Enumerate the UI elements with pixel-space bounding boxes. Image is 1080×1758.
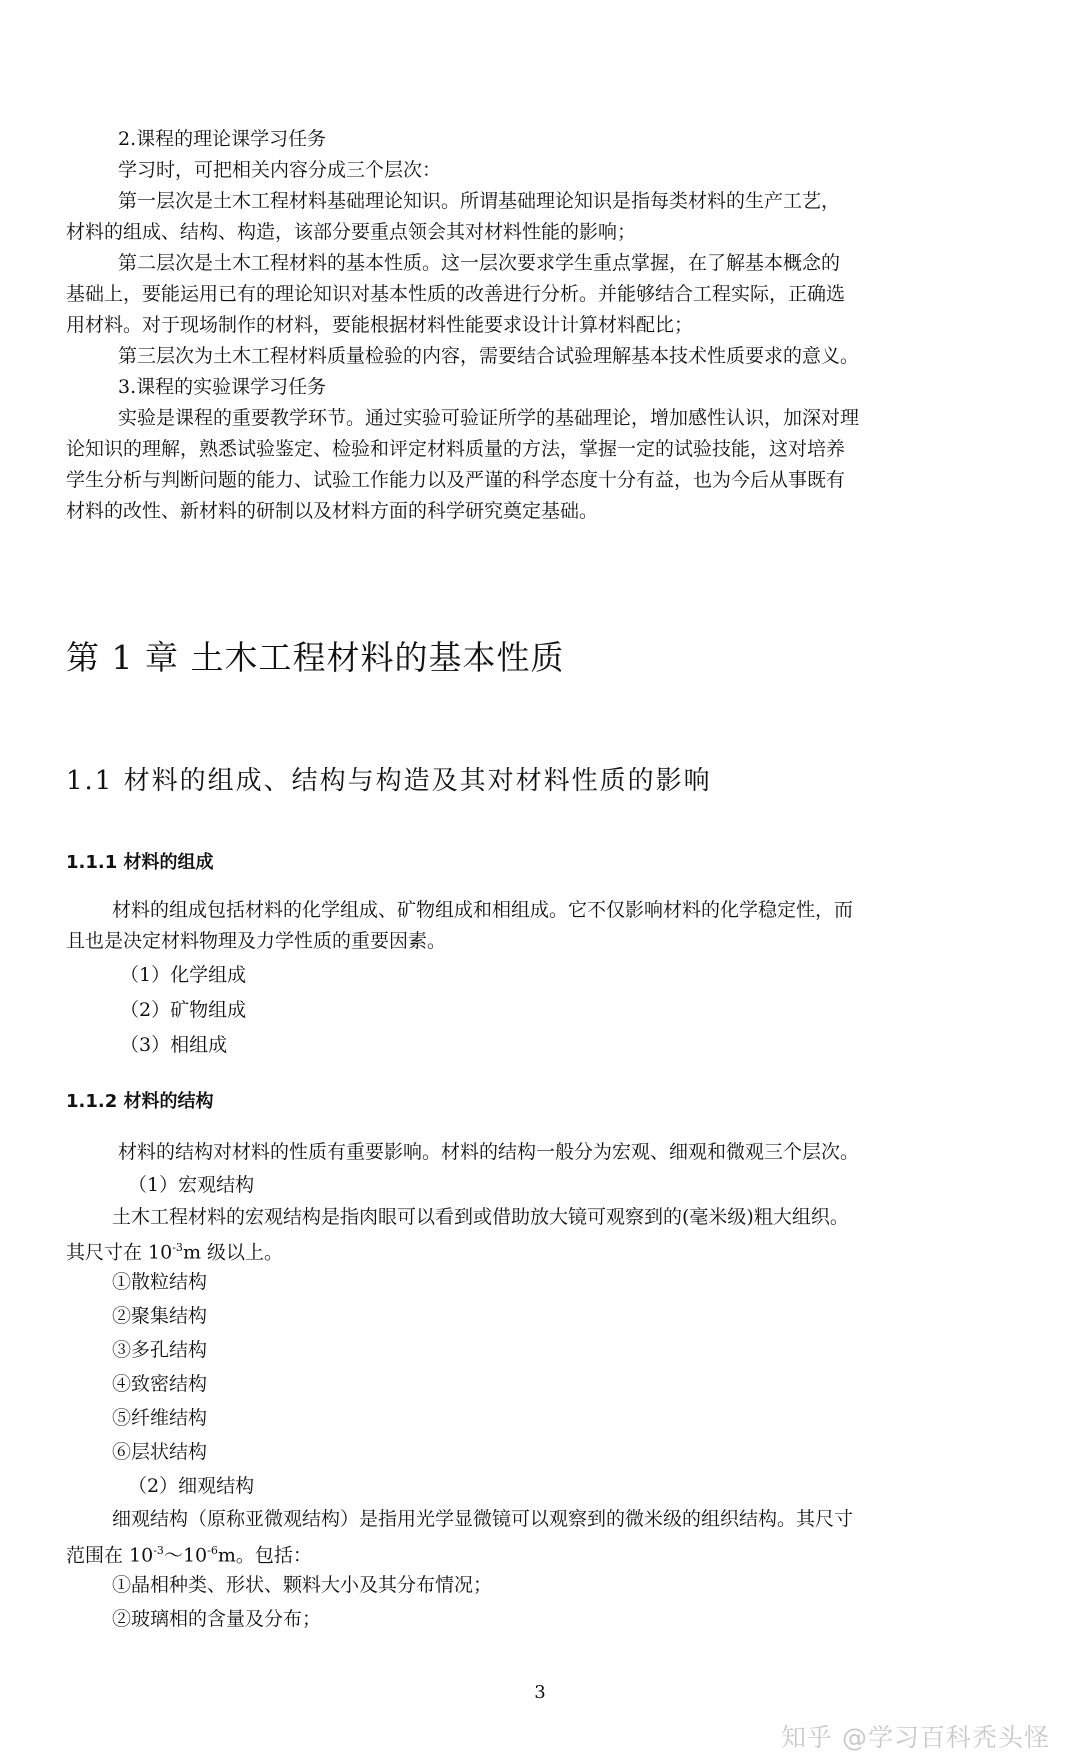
watermark: 知乎 @学习百科秃头怪 (781, 1723, 1050, 1752)
text-run: ～10 (163, 1544, 208, 1567)
paragraph-line: 材料的组成包括材料的化学组成、矿物组成和相组成。它不仅影响材料的化学稳定性，而 (112, 899, 854, 921)
paragraph-line (66, 1236, 283, 1264)
paragraph-line: 第三层次为土木工程材料质量检验的内容，需要结合试验理解基本技术性质要求的意义。 (118, 345, 860, 367)
paragraph-line: 且也是决定材料物理及力学性质的重要因素。 (66, 930, 447, 952)
paragraph-line: 实验是课程的重要教学环节。通过实验可验证所学的基础理论，增加感性认识，加深对理 (118, 407, 860, 429)
list-item: ⑤纤维结构 (112, 1407, 208, 1429)
subsection-title: 1.1.1 材料的组成 (66, 852, 214, 873)
paragraph-line: 基础上，要能运用已有的理论知识对基本性质的改善进行分析。并能够结合工程实际，正确选 (66, 283, 846, 305)
paragraph-line: 材料的组成、结构、构造，该部分要重点领会其对材料性能的影响； (66, 221, 637, 243)
subsection-title: 1.1.2 材料的结构 (66, 1091, 214, 1112)
list-item: （3）相组成 (120, 1034, 228, 1056)
list-heading: （1）宏观结构 (128, 1174, 255, 1196)
superscript: -3 (172, 1241, 183, 1254)
text-run: m 级以上。 (182, 1241, 283, 1264)
text-run: 范围在 10 (66, 1544, 154, 1567)
paragraph-line: 土木工程材料的宏观结构是指肉眼可以看到或借助放大镜可观察到的(毫米级)粗大组织。 (112, 1206, 849, 1228)
paragraph-line: 材料的改性、新材料的研制以及材料方面的科学研究奠定基础。 (66, 500, 599, 522)
superscript: -3 (153, 1544, 164, 1557)
paragraph-line: 第一层次是土木工程材料基础理论知识。所谓基础理论知识是指每类材料的生产工艺， (118, 190, 841, 212)
text-run: 其尺寸在 10 (66, 1241, 173, 1264)
paragraph-line: 材料的结构对材料的性质有重要影响。材料的结构一般分为宏观、细观和微观三个层次。 (118, 1141, 860, 1163)
paragraph-line: 第二层次是土木工程材料的基本性质。这一层次要求学生重点掌握，在了解基本概念的 (118, 252, 841, 274)
list-item: ①晶相种类、形状、颗料大小及其分布情况； (112, 1574, 493, 1596)
paragraph-line (66, 1539, 312, 1567)
chapter-title: 第 1 章 土木工程材料的基本性质 (66, 638, 565, 677)
superscript: -6 (207, 1544, 218, 1557)
paragraph-line: 学习时，可把相关内容分成三个层次： (118, 159, 442, 181)
text-run: m。包括： (217, 1544, 312, 1567)
section-heading-theory: 2.课程的理论课学习任务 (118, 128, 327, 150)
list-item: （2）矿物组成 (120, 999, 247, 1021)
list-item: ④致密结构 (112, 1373, 208, 1395)
paragraph-line: 学生分析与判断问题的能力、试验工作能力以及严谨的科学态度十分有益，也为今后从事既有 (66, 469, 846, 491)
list-item: ②玻璃相的含量及分布； (112, 1608, 322, 1630)
list-item: ③多孔结构 (112, 1339, 208, 1361)
section-title: 1.1 材料的组成、结构与构造及其对材料性质的影响 (66, 766, 712, 796)
list-item: ⑥层状结构 (112, 1441, 208, 1463)
paragraph-line: 论知识的理解，熟悉试验鉴定、检验和评定材料质量的方法，掌握一定的试验技能，这对培养 (66, 438, 846, 460)
page-number: 3 (534, 1682, 546, 1703)
section-heading-lab: 3.课程的实验课学习任务 (118, 376, 327, 398)
paragraph-line: 细观结构（原称亚微观结构）是指用光学显微镜可以观察到的微米级的组织结构。其尺寸 (112, 1508, 854, 1530)
list-item: ①散粒结构 (112, 1271, 208, 1293)
list-heading: （2）细观结构 (128, 1475, 255, 1497)
paragraph-line: 用材料。对于现场制作的材料，要能根据材料性能要求设计计算材料配比； (66, 314, 694, 336)
list-item: ②聚集结构 (112, 1305, 208, 1327)
list-item: （1）化学组成 (120, 964, 247, 986)
